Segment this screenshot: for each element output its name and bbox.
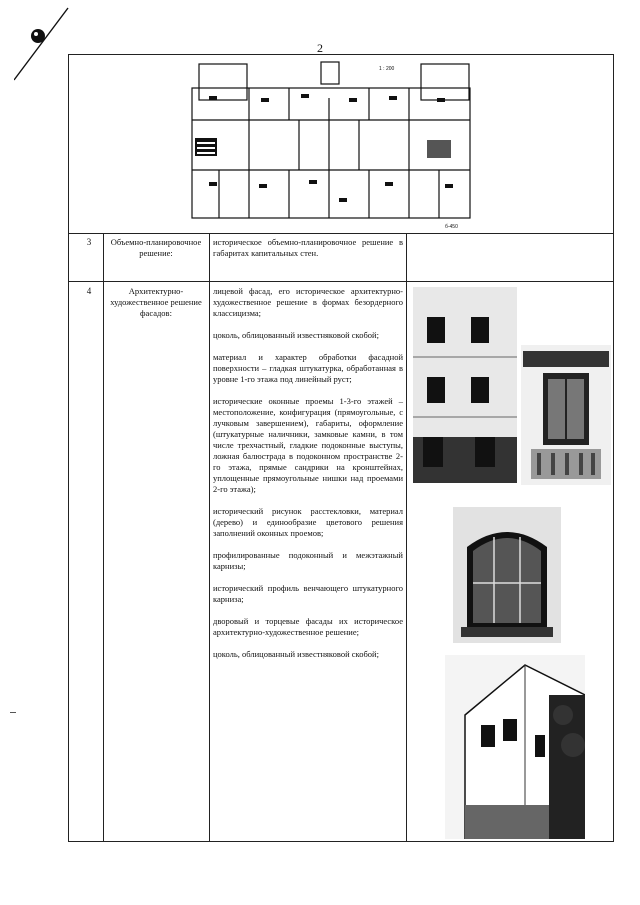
list-item: цоколь, облицованный известняковой скобой;	[213, 649, 379, 659]
page-number: 2	[317, 41, 323, 55]
list-item: лицевой фасад, его историческое архитектурно-художественное решение в формах безордерного классицизма;	[213, 286, 403, 318]
row-description	[213, 237, 403, 259]
list-item: цоколь, облицованный известняковой скобой;	[213, 330, 379, 340]
floor-plan	[189, 58, 473, 231]
column-divider	[406, 233, 407, 841]
row-number: 4	[86, 286, 92, 296]
facade-photo	[413, 287, 517, 483]
protection-table	[68, 54, 614, 842]
list-item: материал и характер обработки фасадной поверхности – гладкая штукатурка, обработанная в уровне 1-го этажа под линейный руст;	[213, 352, 403, 384]
row-divider	[69, 281, 613, 282]
list-item: исторический профиль венчающего штукатурного карниза;	[213, 583, 403, 604]
column-divider	[209, 233, 210, 841]
row-number: 3	[86, 237, 92, 247]
row-divider	[69, 233, 613, 234]
margin-mark	[10, 712, 16, 713]
courtyard-facade-photo	[445, 655, 585, 839]
plan-scale: 1 : 200	[379, 66, 395, 72]
arched-window-photo	[453, 507, 561, 643]
column-divider	[103, 233, 104, 841]
description-text: историческое объемно-планировочное решение в габаритах капитальных стен.	[213, 237, 403, 258]
row-description-list	[213, 286, 403, 671]
window-detail-photo	[521, 345, 611, 485]
list-item: исторический рисунок расстекловки, материал (дерево) и единообразие цветового решения заполнений оконных проемов;	[213, 506, 403, 538]
row-label: Объемно-планировочное решение:	[110, 237, 202, 258]
list-item: профилированные подоконный и межэтажный карнизы;	[213, 550, 403, 571]
row-label: Архитектурно-художественное решение фасадов:	[110, 286, 202, 318]
list-item: исторические оконные проемы 1-3-го этажей – местоположение, конфигурация (прямоугольные, с лучковым завершением), габариты, оформление (штукатурные наличники, замковые камни, в том числе трехчастный, гладкие подоконные выступы, ложная балюстрада в подоконном пространстве 2-го этажа, прямые сандрики на кронштейнах, уплощенные прямоугольные нишки над проемами 2-го этажа);	[213, 396, 403, 494]
plan-stamp: б-450	[445, 224, 458, 230]
list-item: дворовый и торцевые фасады их историческое архитектурно-художественное решение;	[213, 616, 403, 637]
